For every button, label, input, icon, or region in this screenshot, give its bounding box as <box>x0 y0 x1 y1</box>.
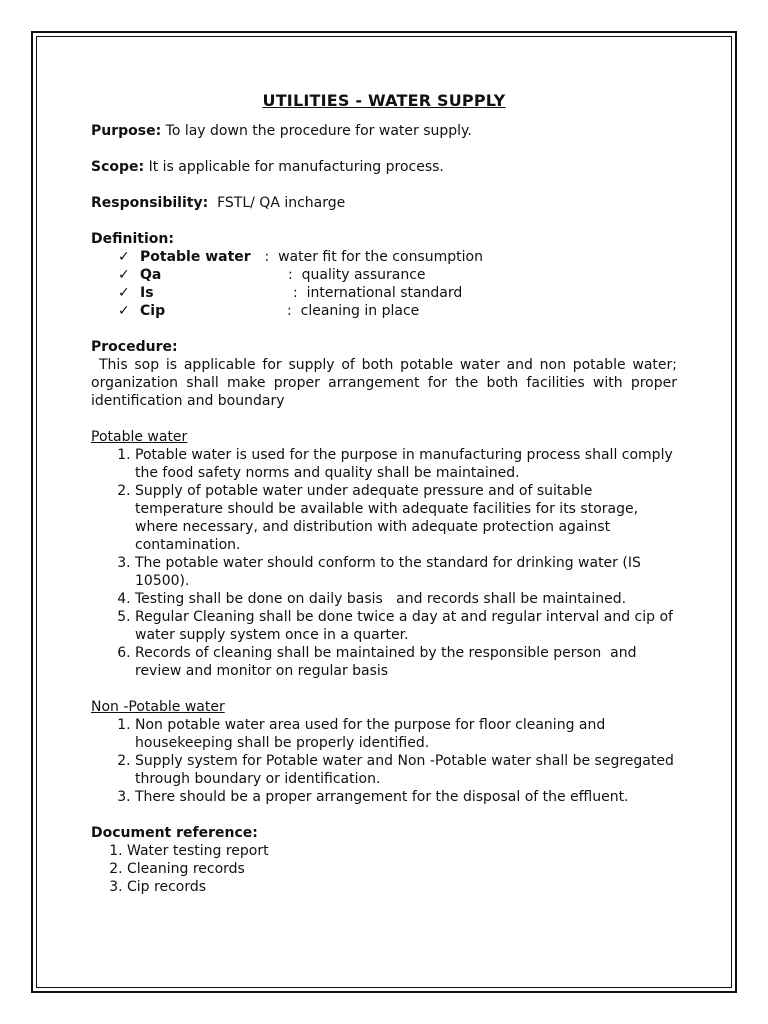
document-reference-heading: Document reference: <box>91 825 258 841</box>
definition-text: cleaning in place <box>300 303 420 319</box>
list-item: 5. Regular Cleaning shall be done twice a day at and regular interval and cip of water supply system once in a quarter. <box>135 608 677 644</box>
purpose-text: To lay down the procedure for water supply. <box>161 123 472 139</box>
definition-sep: : <box>288 267 302 283</box>
list-item: 1. Potable water is used for the purpose in manufacturing process shall comply the food safety norms and quality shall be maintained. <box>135 446 677 482</box>
list-item: 6. Records of cleaning shall be maintained by the responsible person and review and monitor on regular basis <box>135 644 677 680</box>
purpose-label: Purpose: <box>91 123 162 139</box>
non-potable-water-list <box>91 716 677 806</box>
scope-line <box>91 158 677 176</box>
definition-item <box>118 266 677 284</box>
responsibility-line <box>91 194 677 212</box>
definition-sep: : <box>287 303 301 319</box>
potable-water-heading: Potable water <box>91 429 188 445</box>
definition-term: Potable water <box>140 249 251 265</box>
check-icon: ✓ <box>118 267 130 283</box>
check-icon: ✓ <box>118 285 130 301</box>
definition-term: Cip <box>140 303 166 319</box>
document-reference-list <box>91 842 677 896</box>
list-item: 3. There should be a proper arrangement for the disposal of the effluent. <box>135 788 677 806</box>
definition-term: Qa <box>140 267 162 283</box>
list-item: 1. Non potable water area used for the purpose for floor cleaning and housekeeping shall be properly identified. <box>135 716 677 752</box>
definition-text: quality assurance <box>301 267 426 283</box>
definition-item <box>118 284 677 302</box>
document-body <box>91 92 677 896</box>
document-title: UTILITIES - WATER SUPPLY <box>262 91 506 110</box>
potable-water-list <box>91 446 677 680</box>
procedure-heading: Procedure: <box>91 339 178 355</box>
list-item: 3. The potable water should conform to the standard for drinking water (IS 10500). <box>135 554 677 590</box>
definition-heading: Definition: <box>91 231 174 247</box>
definition-text: international standard <box>306 285 463 301</box>
definition-item <box>118 248 677 266</box>
list-item: 2. Supply system for Potable water and Non -Potable water shall be segregated through boundary or identification. <box>135 752 677 788</box>
definition-term: Is <box>140 285 154 301</box>
check-icon: ✓ <box>118 303 130 319</box>
definition-list <box>91 248 677 320</box>
list-item: 2. Cleaning records <box>127 860 677 878</box>
purpose-line <box>91 122 677 140</box>
procedure-text: This sop is applicable for supply of both potable water and non potable water; organization shall make proper arrangement for the both facilities with proper identification and boundary <box>91 357 677 409</box>
non-potable-water-heading: Non -Potable water <box>91 699 225 715</box>
definition-sep: : <box>293 285 307 301</box>
list-item: 4. Testing shall be done on daily basis and records shall be maintained. <box>135 590 677 608</box>
check-icon: ✓ <box>118 249 130 265</box>
responsibility-text: FSTL/ QA incharge <box>208 195 346 211</box>
definition-sep: : <box>260 249 279 265</box>
responsibility-label: Responsibility: <box>91 195 209 211</box>
list-item: 1. Water testing report <box>127 842 677 860</box>
list-item: 2. Supply of potable water under adequate pressure and of suitable temperature should be available with adequate facilities for its storage, where necessary, and distribution with adequate protection against contamination. <box>135 482 677 554</box>
definition-text: water fit for the consumption <box>278 249 483 265</box>
list-item: 3. Cip records <box>127 878 677 896</box>
scope-text: It is applicable for manufacturing process. <box>144 159 444 175</box>
definition-item <box>118 302 677 320</box>
scope-label: Scope: <box>91 159 145 175</box>
